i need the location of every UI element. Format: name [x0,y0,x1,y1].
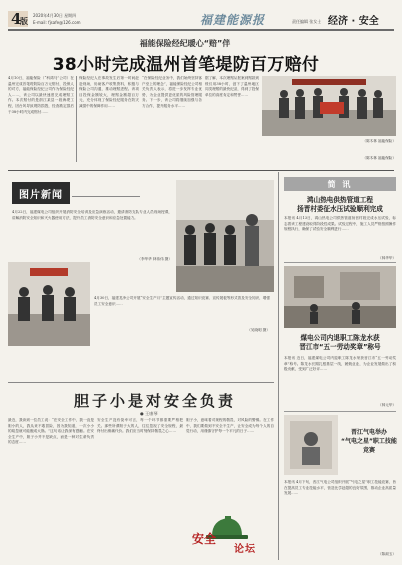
essay-body-col2: 安全生产没有侥幸可言，每一个环节都需要严格把关。那些所谓胆子大的人，往往忽视了安全规程，最终付出惨痛代价。我们应当时刻保持敬畏之心…… [97,418,183,434]
brief-divider-2 [284,411,396,412]
brief-item3-body: 本报讯 4月下旬，晋江气电公司组织开展“气电之星”职工技能竞赛，旨在提高员工专业技能水平，营造比学赶超的良好氛围，推动企业高质量发展…… [284,480,396,496]
safety-forum-logo [190,506,274,558]
lead-body-col1: 4月10日，福能保险（“科鸿马”公司）在温州完成首笔堤防险百万元赔付，投保人的对方，福能保险经纪公司作为保险经纪人……，该公司以最快速度完成理赔工作。本次赔付的是浙江某县一段海堤工程，因台风导致堤防损毁，经查勘定损后于38小时内完成赔付…… [8,76,74,114]
date-line: 2020年4月30日 星期四 [33,13,77,18]
brief-item2-byline: （林元华） [378,403,396,407]
page-number-box [8,11,28,27]
safety-event-photo [8,262,90,346]
brief-item2-title: 煤电公司内退职工陈龙水获 晋江市“五一劳动奖章”称号 [299,334,381,351]
contact-line: E-mail: fjsafe@126.com [33,20,81,25]
lead-kicker: 福能保险经纪暖心“赔”伴 [139,39,231,48]
brief-item1-title: 鸿山热电供热管道工程 扬晋村委征水压试验顺利完成 [297,196,383,213]
picture-news-byline: （李华华 林伟伟 摄） [137,257,172,261]
col-divider [76,76,77,162]
newspaper-title: 福建能源报 [200,13,266,27]
essay-body-col1: 最近，我读到一位员工说：“在安全工作中，我一直是胆小的人，我从来不敢冒险，因为我知道，一次小小的疏忽就可能酿成大祸。”这句话让我深有感触。在安全生产中，胆子小并不是缺点，而是一种对生命负责的态度…… [8,418,94,445]
brief-item2-body: 本报讯 近日，福建煤电公司内退职工陈龙水荣获晋江市“五一劳动奖章”称号。陈龙水长期扎根基层一线，兢兢业业，为企业发展做出了积极贡献，受到广泛好评…… [284,356,396,372]
brief-divider-1 [284,262,396,263]
training-photo [176,180,274,292]
photo2-byline: （吴晓明 摄） [247,328,270,332]
essay-top-rule [8,382,274,383]
essay-author: ● 王康琴 [140,411,158,416]
brief-item1-body: 本报讯 4月13日，鸿山热电公司供热管道扬晋村段完成水压试验，标志着该工程建设取得阶段性成果。试验过程中，施工人员严格按照操作规程执行，确保了试验安全顺利进行…… [284,216,396,232]
photo2-caption: 4月30日，福建龙净公司开展“安全生产月”主题宣传活动，通过知识竞赛、宣传展板等形式普及安全知识，增强员工安全意识…… [94,296,270,306]
lead-headline: 38小时完成温州首笔堤防百万赔付 [52,55,320,75]
essay-title: 胆子小是对安全负责 [73,392,236,410]
editor-line: 责任编辑 张女士 [292,19,322,24]
section-title: 经济 · 安全 [328,16,379,27]
brief-news-label: 简 讯 [327,179,353,189]
safety-forum-label-a: 安全 [192,532,217,546]
brief-item1-byline: （林华华） [378,256,396,260]
picture-news-label: 图片新闻 [19,189,63,201]
masthead-rule [8,29,394,31]
lead-body-col2: 保险经纪人在事故发生后第一时间赶赴现场，协助客户收集资料，积极与保险公司沟通，推动理赔进程。该项目投保金额较大，理赔金额超百万元，充分体现了保险经纪服务在防灾减损中的保障作用…… [79,76,139,108]
lead-photo-caption: （陈木林 福能保险） [362,139,396,143]
brief-news-banner [284,177,396,191]
lead-body-col3: “在保险经纪业务中，我们始终坚持客户至上的理念”，福能保险经纪公司相关负责人表示，将进一步发挥专业优势，为企业提供更优质的风险管理服务。下一步，该公司将继续加强与各方合作，提升服务水平…… [142,76,202,108]
brief-item3-title: 晋江气电举办 “气电之星”职工技能竞赛 [341,429,397,454]
brief-photo-2 [284,415,338,475]
lead-bottom-rule [8,170,394,171]
lead-photo [262,76,396,136]
right-column-divider [278,172,279,560]
essay-body-col3: 胆子小，意味着对规程的敬畏，对风险的警惕。在工作中，我们要做到不安全不生产，让安全成为每个人的自觉行动，用谨慎守护每一个平凡的日子…… [186,418,274,434]
picture-news-caption: 4月22日，福建煤电公司组织开展消防安全培训及应急演练活动，邀请消防支队专业人员现场授课，讲解消防安全知识和灭火器使用方法，提升员工消防安全意识和应急处置能力。 [12,210,172,220]
lead-byline: （陈木林 福能保险） [362,156,396,160]
page-number: 4 [11,10,22,28]
picture-news-underline [72,196,140,197]
brief-photo [284,266,396,328]
brief-item3-byline: （陈淑玉） [378,552,396,556]
safety-forum-label-b: 论坛 [234,544,256,555]
edition-label: 版 [20,17,28,26]
picture-news-banner [12,182,70,204]
lead-body-col4: 据了解，本次理赔从报案到赔款到账仅用38小时，创下了温州地区同类理赔的最快纪录，得到了投保单位的高度肯定和赞誉…… [205,76,259,97]
